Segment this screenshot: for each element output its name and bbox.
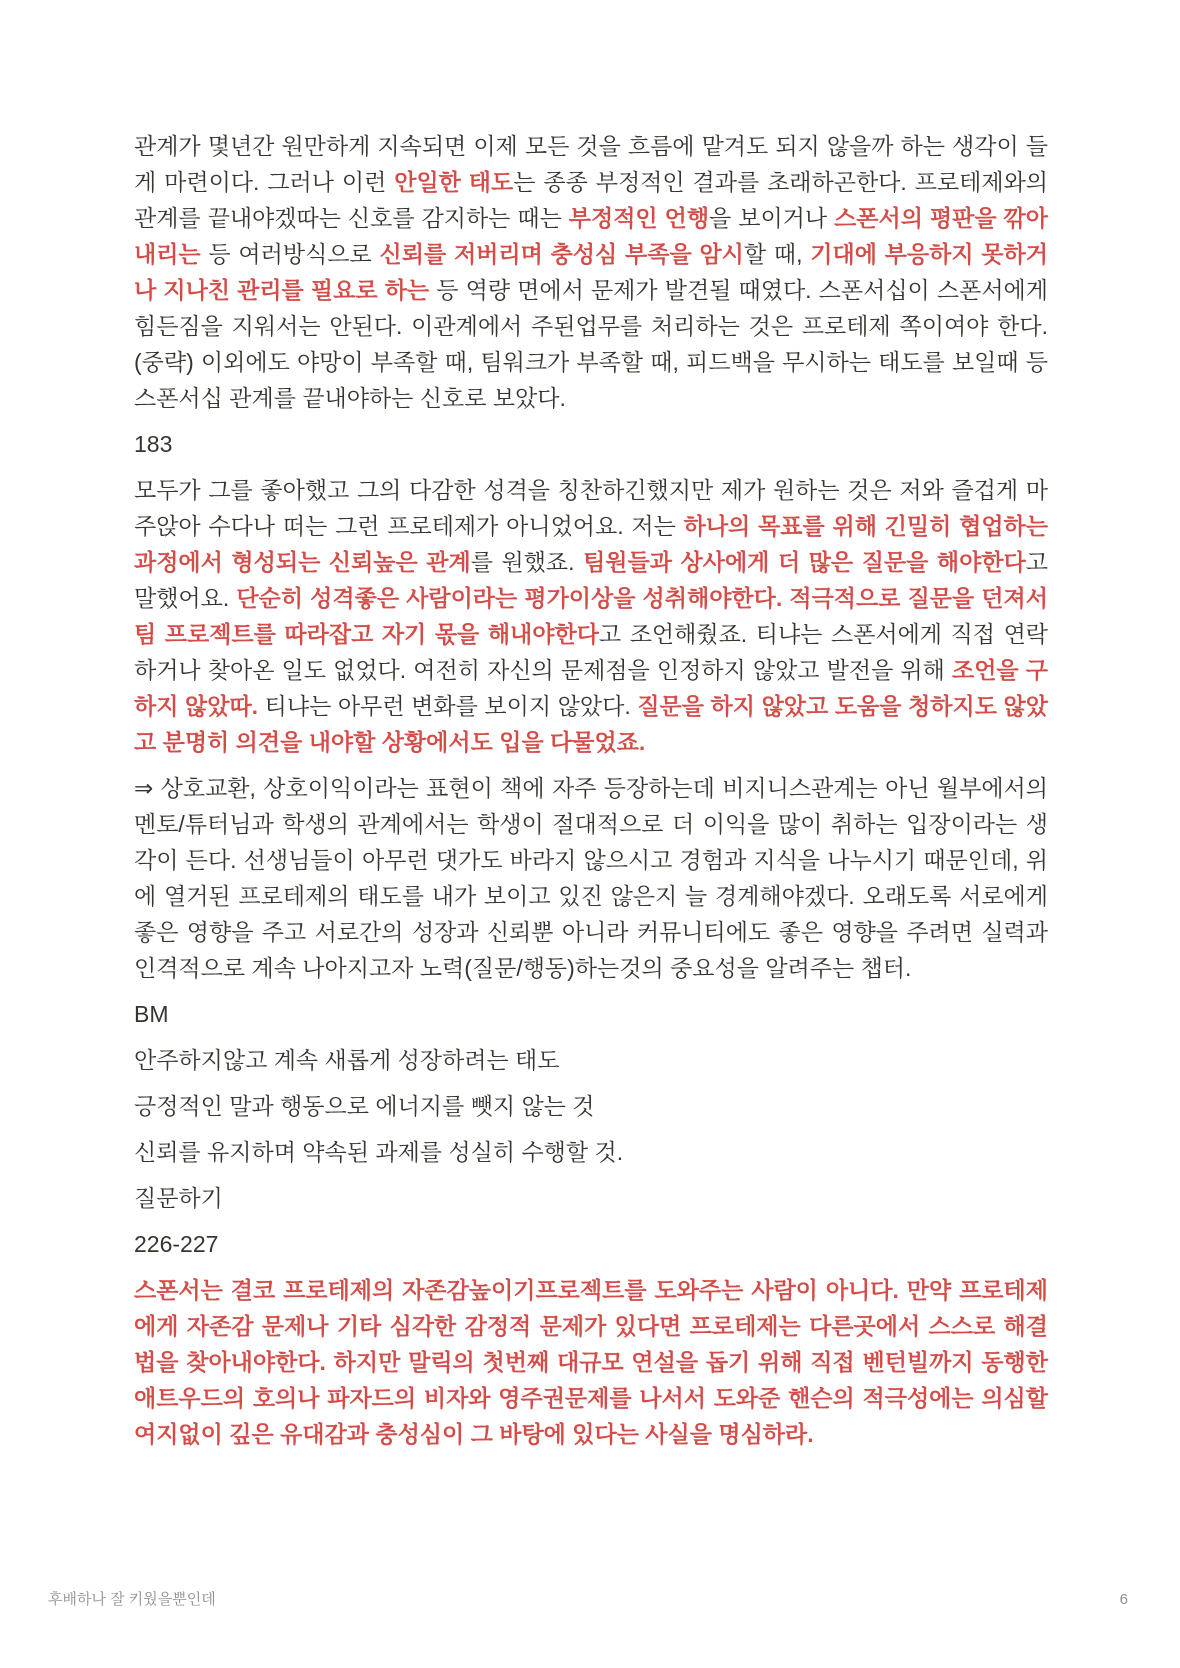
text-run: 226-227 <box>134 1231 219 1257</box>
footer-book-title: 후배하나 잘 키웠을뿐인데 <box>48 1591 216 1608</box>
highlighted-text-run: 안일한 태도 <box>394 169 514 195</box>
paragraph <box>134 128 1048 416</box>
text-run: 등 역량 면에서 문제가 발견될 때였다. 스폰서십이 스폰서에게 힘든짐을 지워서는 안된다. 이관계에서 주된업무를 처리하는 것은 프로테제 쪽이여야 한다. (중략) 이외에도 야망이 부족할 때, 팀워크가 부족할 때, 피드백을 무시하는 태도를 보일때 등 스폰서십 관계를 끝내야하는 신호로 보았다. <box>134 277 1048 411</box>
text-run: 는 종종 부정적인 결과를 초래하곤한다. 프로테제와의 관계를 끝내야겠따는 신호를 감지하는 때는 <box>134 169 1049 231</box>
text-run: 할 때, <box>743 241 811 267</box>
highlighted-text-run: 팀원들과 상사에게 더 많은 질문을 해야한다 <box>583 549 1026 575</box>
paragraph <box>134 1272 1048 1452</box>
highlighted-text-run: 부정적인 언행 <box>568 205 710 231</box>
paragraph <box>134 770 1048 986</box>
text-run: 를 원했죠. <box>470 549 584 575</box>
text-run: ⇒ 상호교환, 상호이익이라는 표현이 책에 자주 등장하는데 비지니스관계는 아닌 월부에서의 멘토/튜터님과 학생의 관계에서는 학생이 절대적으로 더 이익을 많이 취하는 입장이라는 생각이 든다. 선생님들이 아무런 댓가도 바라지 않으시고 경험과 지식을 나누시기 때문인데, 위에 열거된 프로테제의 태도를 내가 보이고 있진 않은지 늘 경계해야겠다. 오래도록 서로에게 좋은 영향을 주고 서로간의 성장과 신뢰뿐 아니라 커뮤니티에도 좋은 영향을 주려면 실력과 인격적으로 계속 나아지고자 노력(질문/행동)하는것의 중요성을 알려주는 챕터. <box>134 775 1048 981</box>
text-run: 안주하지않고 계속 새롭게 성장하려는 태도 <box>134 1047 560 1073</box>
highlighted-text-run: 조언을 구하지 않았따. <box>134 657 1048 719</box>
text-run: 티냐는 아무런 변화를 보이지 않았다. <box>258 693 638 719</box>
highlighted-text-run: 하나의 목표를 위해 긴밀히 협업하는 과정에서 형성되는 신뢰높은 관계 <box>134 513 1048 575</box>
page-footer <box>48 1590 1128 1610</box>
highlighted-text-run: 스폰서는 결코 프로테제의 자존감높이기프로젝트를 도와주는 사람이 아니다. 만약 프로테제에게 자존감 문제나 기타 심각한 감정적 문제가 있다면 프로테제는 다른곳에서 스스로 해결법을 찾아내야한다. 하지만 말릭의 첫번째 대규모 연설을 돕기 위해 직접 벤턴빌까지 동행한 애트우드의 호의나 파자드의 비자와 영주권문제를 나서서 도와준 핸슨의 적극성에는 의심할 여지없이 깊은 유대감과 충성심이 그 바탕에 있다는 사실을 명심하라. <box>134 1277 1048 1447</box>
text-run: 등 여러방식으로 <box>200 241 380 267</box>
text-run: 고 조언해줬죠. 티냐는 스폰서에게 직접 연락하거나 찾아온 일도 없었다. 여전히 자신의 문제점을 인정하지 않았고 발전을 위해 <box>134 621 1049 683</box>
highlighted-text-run: 스폰서의 평판을 깎아내리는 <box>134 205 1048 267</box>
paragraph <box>134 1180 1048 1216</box>
text-run: 을 보이거나 <box>709 205 835 231</box>
text-run: 고 말했어요. <box>134 549 1048 611</box>
text-run: 긍정적인 말과 행동으로 에너지를 뺏지 않는 것 <box>134 1093 595 1119</box>
highlighted-text-run: 질문을 하지 않았고 도움을 청하지도 않았고 분명히 의견을 내야할 상황에서도 입을 다물었죠. <box>134 693 1048 755</box>
paragraph <box>134 1134 1048 1170</box>
paragraph <box>134 1226 1048 1262</box>
text-run: BM <box>134 1001 169 1027</box>
text-run: 관계가 몇년간 원만하게 지속되면 이제 모든 것을 흐름에 맡겨도 되지 않을까 하는 생각이 들게 마련이다. 그러나 이런 <box>134 133 1048 195</box>
paragraph <box>134 1088 1048 1124</box>
highlighted-text-run: 신뢰를 저버리며 충성심 부족을 암시 <box>379 241 744 267</box>
paragraph <box>134 1042 1048 1078</box>
paragraph <box>134 472 1048 760</box>
document-body <box>134 128 1048 1462</box>
text-run: 신뢰를 유지하며 약속된 과제를 성실히 수행할 것. <box>134 1139 624 1165</box>
text-run: 183 <box>134 431 173 457</box>
highlighted-text-run: 단순히 성격좋은 사람이라는 평가이상을 성취해야한다. 적극적으로 질문을 던져서 팀 프로젝트를 따라잡고 자기 몫을 해내야한다 <box>134 585 1048 647</box>
paragraph <box>134 426 1048 462</box>
highlighted-text-run: 기대에 부응하지 못하거나 지나친 관리를 필요로 하는 <box>134 241 1048 303</box>
paragraph <box>134 996 1048 1032</box>
footer-page-number: 6 <box>1119 1591 1128 1608</box>
text-run: 질문하기 <box>134 1185 223 1211</box>
text-run: 모두가 그를 좋아했고 그의 다감한 성격을 칭찬하긴했지만 제가 원하는 것은 저와 즐겁게 마주앉아 수다나 떠는 그런 프로테제가 아니었어요. 저는 <box>134 477 1048 539</box>
